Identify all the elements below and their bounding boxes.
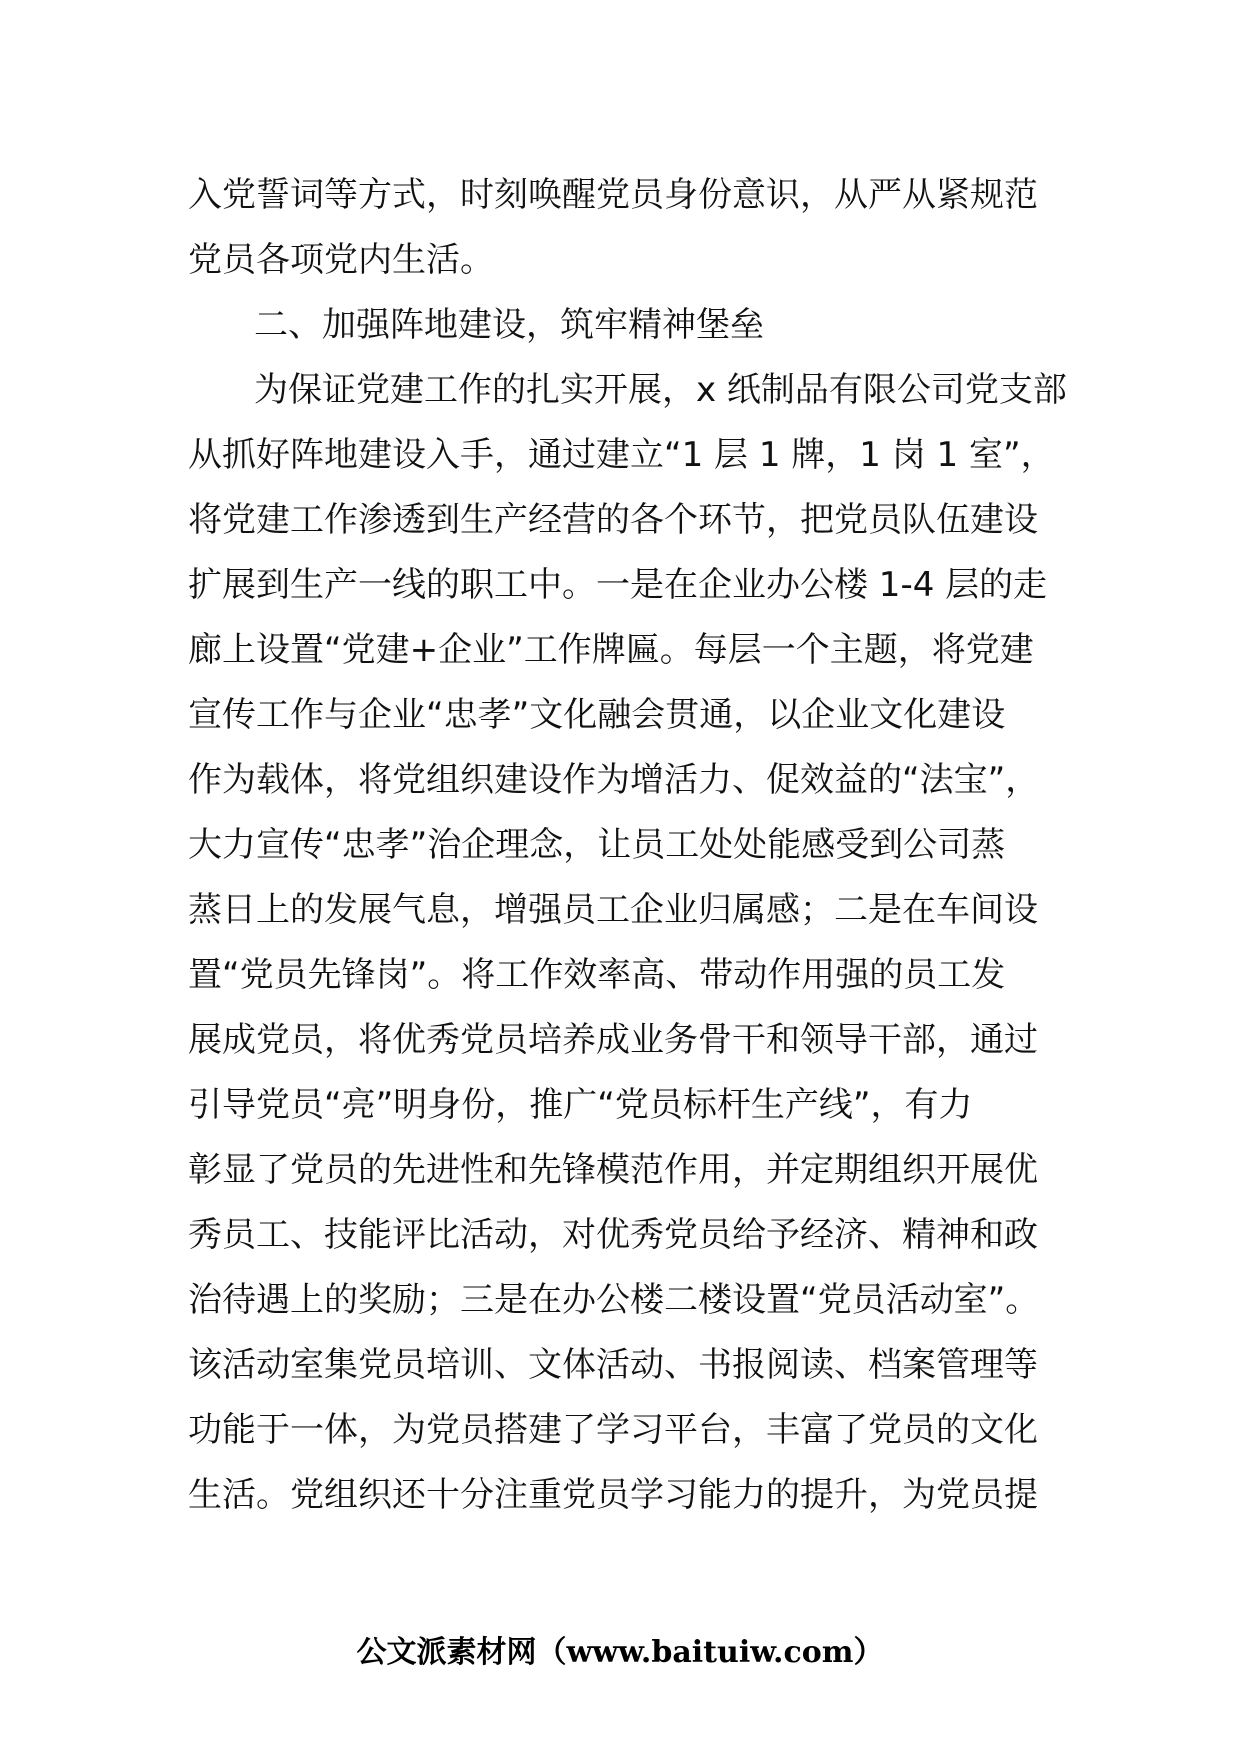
text-line: 扩展到生产一线的职工中。一是在企业办公楼 1-4 层的走 xyxy=(188,565,1048,605)
text-line: 引导党员“亮”明身份，推广“党员标杆生产线”，有力 xyxy=(188,1085,973,1125)
text-line: 彰显了党员的先进性和先锋模范作用，并定期组织开展优 xyxy=(188,1150,1038,1190)
text-line: 蒸日上的发展气息，增强员工企业归属感；二是在车间设 xyxy=(188,890,1038,930)
text-line: 将党建工作渗透到生产经营的各个环节，把党员队伍建设 xyxy=(188,500,1038,540)
text-line: 作为载体，将党组织建设作为增活力、促效益的“法宝”， xyxy=(188,760,1040,800)
text-line: 宣传工作与企业“忠孝”文化融会贯通，以企业文化建设 xyxy=(188,695,1006,735)
text-line: 秀员工、技能评比活动，对优秀党员给予经济、精神和政 xyxy=(188,1215,1038,1255)
text-line: 置“党员先锋岗”。将工作效率高、带动作用强的员工发 xyxy=(188,955,1006,995)
section-heading: 二、加强阵地建设，筑牢精神堡垒 xyxy=(254,305,764,345)
text-line: 展成党员，将优秀党员培养成业务骨干和领导干部，通过 xyxy=(188,1020,1038,1060)
text-line: 廊上设置“党建+企业”工作牌匾。每层一个主题，将党建 xyxy=(188,630,1034,670)
body-text xyxy=(188,163,1067,1528)
text-line: 该活动室集党员培训、文体活动、书报阅读、档案管理等 xyxy=(188,1345,1038,1385)
text-line: 从抓好阵地建设入手，通过建立“1 层 1 牌，1 岗 1 室”， xyxy=(188,435,1055,475)
text-line: 为保证党建工作的扎实开展，x 纸制品有限公司党支部 xyxy=(254,370,1067,410)
text-line: 入党誓词等方式，时刻唤醒党员身份意识，从严从紧规范 xyxy=(188,175,1038,215)
text-line: 治待遇上的奖励；三是在办公楼二楼设置“党员活动室”。 xyxy=(188,1280,1040,1320)
footer-watermark: 公文派素材网（www.baituiw.com） xyxy=(356,1635,884,1670)
text-line: 党员各项党内生活。 xyxy=(188,240,494,280)
text-line: 大力宣传“忠孝”治企理念，让员工处处能感受到公司蒸 xyxy=(188,825,1006,865)
text-line: 生活。党组织还十分注重党员学习能力的提升，为党员提 xyxy=(188,1475,1038,1515)
text-line: 功能于一体，为党员搭建了学习平台，丰富了党员的文化 xyxy=(188,1410,1038,1450)
